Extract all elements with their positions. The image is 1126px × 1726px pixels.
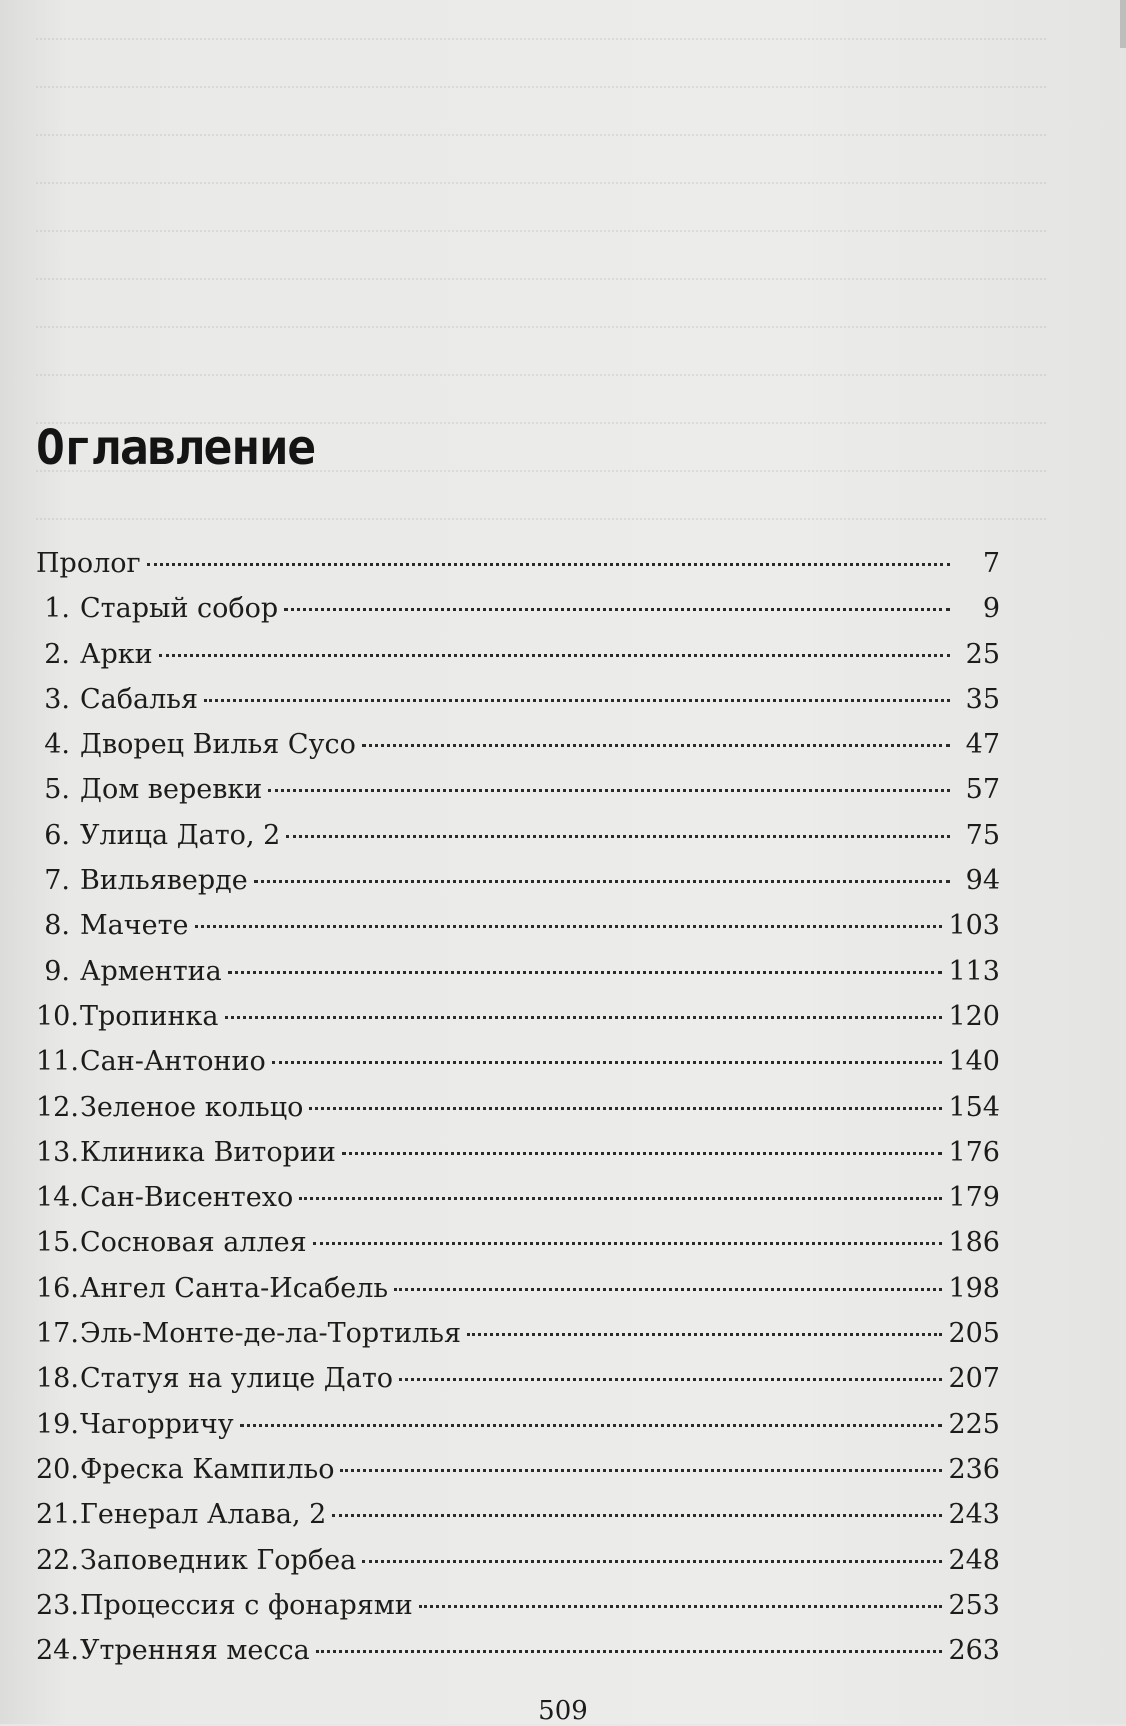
toc-entry [36, 1590, 1000, 1635]
bleed-through-text [36, 0, 1046, 560]
dot-leader [342, 1152, 943, 1155]
toc-entry-page: 7 [982, 548, 1000, 579]
toc-entry-page: 198 [948, 1272, 1000, 1304]
toc-entry-page: 207 [948, 1363, 1000, 1395]
toc-entry-page: 186 [948, 1227, 1000, 1259]
toc-entry-page: 94 [965, 865, 1000, 897]
dot-leader [286, 835, 950, 838]
toc-entry-page: 25 [965, 638, 1000, 670]
toc-entry [36, 1499, 1000, 1544]
toc-entry-number: 6. [44, 819, 70, 851]
toc-entry-number: 2. [44, 638, 70, 670]
toc-entry-number: 18. [36, 1363, 79, 1395]
toc-entry-page: 103 [948, 910, 1000, 942]
dot-leader [299, 1197, 942, 1200]
toc-entry-number: 15. [36, 1227, 79, 1259]
toc-entry-number: 23. [36, 1589, 79, 1621]
dot-leader [228, 971, 943, 974]
toc-entry [36, 910, 1000, 955]
dot-leader [313, 1242, 943, 1245]
toc-entry [36, 1363, 1000, 1408]
dot-leader [240, 1424, 943, 1427]
toc-entry [36, 1318, 1000, 1363]
toc-entry [36, 1273, 1000, 1318]
toc-entry-title: Статуя на улице Дато [80, 1363, 394, 1395]
toc-entry [36, 1137, 1000, 1182]
toc-entry [36, 548, 1000, 593]
dot-leader [394, 1288, 942, 1291]
toc-entry-title: Фреска Кампильо [80, 1453, 335, 1485]
dot-leader [467, 1333, 942, 1336]
toc-entry-page: 176 [948, 1136, 1000, 1168]
dot-leader [254, 880, 950, 883]
dot-leader [362, 1560, 942, 1563]
toc-entry-number: 10. [36, 1000, 79, 1032]
dot-leader [362, 744, 950, 747]
toc-entry-title: Процессия с фонарями [80, 1589, 413, 1621]
toc-entry-page: 243 [948, 1499, 1000, 1531]
toc-entry-title: Сабалья [80, 683, 198, 715]
toc-entry-page: 47 [965, 729, 1000, 761]
toc-entry-number: 14. [36, 1182, 79, 1214]
toc-entry [36, 1046, 1000, 1091]
table-of-contents [36, 548, 1000, 1680]
toc-entry-title: Арки [80, 638, 153, 670]
toc-entry-page: 263 [948, 1635, 1000, 1667]
toc-entry-number: 7. [44, 865, 70, 897]
toc-entry [36, 774, 1000, 819]
toc-entry [36, 1182, 1000, 1227]
toc-entry-title: Дворец Вилья Сусо [80, 729, 356, 761]
toc-entry-number: 17. [36, 1318, 79, 1350]
toc-entry-number: 3. [44, 683, 70, 715]
dot-leader [225, 1016, 943, 1019]
toc-entry-title: Зеленое кольцо [80, 1091, 304, 1123]
toc-entry-number: 5. [44, 774, 70, 806]
toc-entry-title: Утренняя месса [80, 1635, 310, 1667]
toc-entry-number: 16. [36, 1272, 79, 1304]
toc-entry-title: Пролог [36, 548, 141, 579]
toc-entry-title: Старый собор [80, 593, 279, 625]
toc-entry-title: Сан-Висентехо [80, 1182, 294, 1214]
toc-entry-title: Клиника Витории [80, 1136, 336, 1168]
toc-entry-number: 21. [36, 1499, 79, 1531]
toc-entry-title: Эль-Монте-де-ла-Тортилья [80, 1318, 462, 1350]
dot-leader [159, 654, 950, 657]
toc-entry [36, 1545, 1000, 1590]
toc-entry-page: 205 [948, 1318, 1000, 1350]
page-number: 509 [538, 1696, 588, 1726]
toc-entry [36, 593, 1000, 638]
toc-entry-page: 35 [965, 683, 1000, 715]
toc-entry-number: 11. [36, 1046, 79, 1078]
page-edge [1120, 0, 1126, 48]
toc-entry [36, 1409, 1000, 1454]
toc-entry-page: 154 [948, 1091, 1000, 1123]
toc-entry [36, 729, 1000, 774]
toc-entry-number: 1. [44, 593, 70, 625]
toc-entry-page: 75 [965, 819, 1000, 851]
dot-leader [419, 1605, 943, 1608]
toc-entry [36, 1454, 1000, 1499]
dot-leader [399, 1378, 942, 1381]
toc-entry-number: 4. [44, 729, 70, 761]
dot-leader [195, 925, 943, 928]
dot-leader [147, 563, 950, 566]
toc-entry-number: 8. [44, 910, 70, 942]
toc-entry-title: Дом веревки [80, 774, 263, 806]
toc-entry-number: 19. [36, 1408, 79, 1440]
toc-entry-title: Генерал Алава, 2 [80, 1499, 327, 1531]
toc-entry-number: 9. [44, 955, 70, 987]
toc-entry-page: 236 [948, 1453, 1000, 1485]
toc-entry-title: Арментиа [80, 955, 222, 987]
toc-entry-page: 253 [948, 1589, 1000, 1621]
toc-entry-page: 248 [948, 1544, 1000, 1576]
toc-entry [36, 865, 1000, 910]
toc-entry-title: Заповедник Горбеа [80, 1544, 357, 1576]
toc-entry [36, 639, 1000, 684]
toc-entry-title: Тропинка [80, 1000, 219, 1032]
toc-entry-number: 13. [36, 1136, 79, 1168]
toc-entry-title: Мачете [80, 910, 189, 942]
toc-entry-number: 22. [36, 1544, 79, 1576]
toc-entry-number: 20. [36, 1453, 79, 1485]
toc-entry-title: Чагорричу [80, 1408, 234, 1440]
dot-leader [272, 1061, 943, 1064]
toc-entry [36, 820, 1000, 865]
toc-entry-title: Вильяверде [80, 865, 248, 897]
toc-entry-page: 57 [965, 774, 1000, 806]
toc-entry [36, 1092, 1000, 1137]
dot-leader [309, 1107, 942, 1110]
toc-entry-title: Улица Дато, 2 [80, 819, 281, 851]
toc-entry-page: 179 [948, 1182, 1000, 1214]
dot-leader [332, 1514, 942, 1517]
toc-entry [36, 956, 1000, 1001]
toc-entry [36, 1635, 1000, 1680]
toc-entry-title: Сан-Антонио [80, 1046, 266, 1078]
toc-entry-page: 9 [982, 593, 1000, 625]
toc-entry-page: 225 [948, 1408, 1000, 1440]
toc-entry-title: Сосновая аллея [80, 1227, 307, 1259]
page-title: Оглавление [36, 420, 315, 476]
dot-leader [268, 789, 950, 792]
toc-entry-number: 24. [36, 1635, 79, 1667]
dot-leader [284, 608, 950, 611]
toc-entry [36, 1227, 1000, 1272]
toc-entry-page: 120 [948, 1000, 1000, 1032]
dot-leader [340, 1469, 942, 1472]
toc-entry-number: 12. [36, 1091, 79, 1123]
toc-entry-page: 113 [948, 955, 1000, 987]
dot-leader [316, 1650, 943, 1653]
dot-leader [204, 699, 950, 702]
toc-entry-page: 140 [948, 1046, 1000, 1078]
toc-entry-title: Ангел Санта-Исабель [80, 1272, 389, 1304]
toc-entry [36, 1001, 1000, 1046]
toc-entry [36, 684, 1000, 729]
